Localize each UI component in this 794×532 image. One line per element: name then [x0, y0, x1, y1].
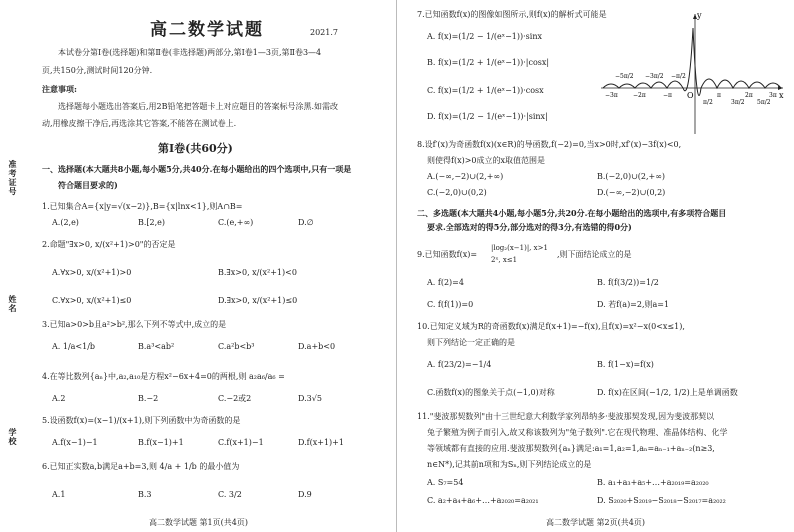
q7-function-graph [597, 8, 787, 138]
q2-option-a: A.∀x>0, x/(x²+1)>0 [52, 268, 132, 277]
q3-option-d: D.a+b<0 [298, 342, 336, 351]
q7-option-b: B. f(x)=(1/2 + 1/(eˣ−1))·|cosx| [427, 58, 550, 67]
question-9-lead: 9.已知函数f(x)= [417, 250, 478, 259]
question-11-line-2: 兔子繁殖为例子而引入,故又称该数列为"兔子数列".它在现代物理、准晶体结构、化学 [427, 428, 728, 437]
q5-option-a: A.f(x−1)−1 [52, 438, 98, 447]
q2-option-c: C.∀x>0, x/(x²+1)≤0 [52, 296, 132, 305]
page-1-footer: 高二数学试题 第1页(共4页) [149, 518, 248, 527]
q10-option-a: A. f(23/2)=−1/4 [427, 360, 492, 369]
q11-option-a: A. S₇=54 [427, 478, 464, 487]
q4-option-a: A.2 [52, 394, 66, 403]
q8-option-d: D.(−∞,−2)∪(0,2) [597, 188, 666, 197]
q8-option-a: A.(−∞,−2)∪(2,+∞) [427, 172, 504, 181]
q7-option-c: C. f(x)=(1/2 + 1/(eˣ−1))·cosx [427, 86, 544, 95]
q9-option-d: D. 若f(a)=2,则a=1 [597, 300, 670, 309]
tick-neg-2pi: −2π [633, 92, 646, 99]
question-3: 3.已知a>0>b且a²>b²,那么下列不等式中,成立的是 [42, 320, 227, 329]
q9-option-c: C. f(f(1))=0 [427, 300, 474, 309]
question-2: 2.命题"∃x>0, x/(x²+1)>0"的否定是 [42, 240, 176, 249]
section-1-line-1: 一、选择题(本大题共8小题,每小题5分,共40分.在每小题给出的四个选项中,只有一项是 [42, 164, 352, 174]
q9-option-a: A. f(2)=4 [427, 278, 464, 287]
tick-neg-5pi-2: −5π/2 [615, 73, 634, 80]
q4-option-b: B.−2 [138, 394, 159, 403]
question-6: 6.已知正实数a,b满足a+b=3,则 4/a + 1/b 的最小值为 [42, 462, 240, 471]
question-7: 7.已知函数f(x)的图像如图所示,则f(x)的解析式可能是 [417, 10, 607, 19]
tick-neg-pi-2: −π/2 [671, 73, 686, 80]
section-2-line-1: 二、多选题(本大题共4小题,每小题5分,共20分.在每小题给出的选项中,有多项符合题目 [417, 208, 727, 218]
q10-option-d: D. f(x)在区间(−1/2, 1/2)上是单调函数 [597, 388, 738, 397]
q4-option-c: C.−2或2 [218, 394, 252, 403]
intro-line-2: 页,共150分,测试时间120分钟. [42, 66, 153, 75]
side-label-exam-number: 准考证号 [8, 160, 18, 196]
question-4: 4.在等比数列{aₙ}中,a₂,a₁₀是方程x²−6x+4=0的两根,则 a₂a₆/a₆ = [42, 372, 285, 381]
q1-option-a: A.(2,e) [52, 218, 79, 227]
q5-option-c: C.f(x+1)−1 [218, 438, 264, 447]
question-1: 1.已知集合A={x|y=√(x−2)},B={x|lnx<1},则A∩B= [42, 202, 243, 211]
question-11-line-1: 11."斐波那契数列"由十三世纪意大利数学家列昂纳多·斐波那契发现,因为斐波那契以 [417, 412, 715, 421]
q9-case-1: |log₂(x−1)|, x>1 [491, 244, 548, 252]
q11-option-c: C. a₂+a₄+a₆+…+a₂₀₂₀=a₂₀₂₁ [427, 496, 539, 505]
tick-neg-pi: −π [663, 92, 672, 99]
q3-option-b: B.a³<ab² [138, 342, 175, 351]
intro-line-1: 本试卷分第Ⅰ卷(选择题)和第Ⅱ卷(非选择题)两部分,第Ⅰ卷1—3页,第Ⅱ卷3—4 [58, 48, 322, 57]
q4-option-d: D.3√5 [298, 394, 322, 403]
q5-option-b: B.f(x−1)+1 [138, 438, 184, 447]
question-8-line-1: 8.设f′(x)为奇函数f(x)(x∈R)的导函数,f(−2)=0,当x>0时,xf′(x)−3f(x)<0, [417, 140, 682, 149]
question-10-line-1: 10.已知定义域为R的奇函数f(x)满足f(x+1)=−f(x),且f(x)=x²−x(0<x≤1), [417, 322, 685, 331]
q3-option-c: C.a²b<b³ [218, 342, 255, 351]
tick-neg-3pi-2: −3π/2 [645, 73, 664, 80]
q10-option-c: C.函数f(x)的图象关于点(−1,0)对称 [427, 388, 555, 397]
tick-3pi: 3π [769, 92, 777, 99]
section-2-line-2: 要求.全部选对的得5分,部分选对的得3分,有选错的得0分) [427, 222, 632, 232]
question-11-line-3: 等领域都有直接的应用.斐波那契数列{aₙ}满足:a₁=1,a₂=1,aₙ=aₙ₋₁+aₙ₋₂(n≥3, [427, 444, 715, 453]
q11-option-d: D. S₂₀₂₀+S₂₀₁₉−S₂₀₁₈−S₂₀₁₇=a₂₀₂₂ [597, 496, 726, 505]
q8-option-c: C.(−2,0)∪(0,2) [427, 188, 487, 197]
question-11-line-4: n∈N*),记其前n项和为Sₙ,则下列结论成立的是 [427, 460, 592, 469]
q6-option-a: A.1 [52, 490, 66, 499]
exam-date: 2021.7 [310, 28, 338, 37]
q5-option-d: D.f(x+1)+1 [298, 438, 344, 447]
tick-2pi: 2π [745, 92, 753, 99]
section-1-line-2: 符合题目要求的) [58, 180, 118, 190]
page-title: 高二数学试题 [150, 20, 264, 40]
tick-pi: π [717, 92, 721, 99]
q3-option-a: A. 1/a<1/b [52, 342, 96, 351]
question-8-line-2: 则使得f(x)>0成立的x取值范围是 [427, 156, 546, 165]
part-1-heading: 第Ⅰ卷(共60分) [158, 142, 233, 155]
tick-pi-2: π/2 [703, 99, 713, 106]
notice-line-2: 动,用橡皮擦干净后,再选涂其它答案,不能答在测试卷上. [42, 119, 237, 128]
page-2 [397, 0, 794, 532]
q7-option-d: D. f(x)=(1/2 − 1/(eˣ−1))·|sinx| [427, 112, 548, 121]
q6-option-b: B.3 [138, 490, 152, 499]
q1-option-b: B.[2,e) [138, 218, 166, 227]
graph-origin-label: O [687, 91, 694, 100]
q2-option-d: D.∃x>0, x/(x²+1)≤0 [218, 296, 298, 305]
q6-option-c: C. 3/2 [218, 490, 242, 499]
notice-line-1: 选择题每小题选出答案后,用2B铅笔把答题卡上对应题目的答案标号涂黑.如需改 [58, 102, 339, 111]
graph-curve [603, 28, 781, 96]
question-10-line-2: 则下列结论一定正确的是 [427, 338, 515, 347]
question-9-tail: ,则下面结论成立的是 [557, 250, 632, 259]
q7-option-a: A. f(x)=(1/2 − 1/(eˣ−1))·sinx [427, 32, 543, 41]
question-5: 5.设函数f(x)=(x−1)/(x+1),则下列函数中为奇函数的是 [42, 416, 241, 425]
q2-option-b: B.∃x>0, x/(x²+1)<0 [218, 268, 297, 277]
q6-option-d: D.9 [298, 490, 312, 499]
q9-case-2: 2ˣ, x≤1 [491, 256, 518, 264]
q1-option-d: D.∅ [298, 218, 314, 227]
tick-3pi-2: 3π/2 [731, 99, 745, 106]
q1-option-c: C.(e,+∞) [218, 218, 254, 227]
tick-neg-3pi: −3π [605, 92, 618, 99]
q8-option-b: B.(−2,0)∪(2,+∞) [597, 172, 666, 181]
graph-y-label: y [697, 11, 702, 20]
side-label-name: 姓名 [8, 295, 18, 313]
q10-option-b: B. f(1−x)=f(x) [597, 360, 654, 369]
q11-option-b: B. a₁+a₃+a₅+…+a₂₀₁₉=a₂₀₂₀ [597, 478, 709, 487]
tick-5pi-2: 5π/2 [757, 99, 771, 106]
graph-x-label: x [779, 91, 784, 100]
page-2-footer: 高二数学试题 第2页(共4页) [546, 518, 645, 527]
notice-heading: 注意事项: [42, 84, 77, 94]
side-label-school: 学校 [8, 428, 18, 446]
q9-option-b: B. f(f(3/2))=1/2 [597, 278, 659, 287]
